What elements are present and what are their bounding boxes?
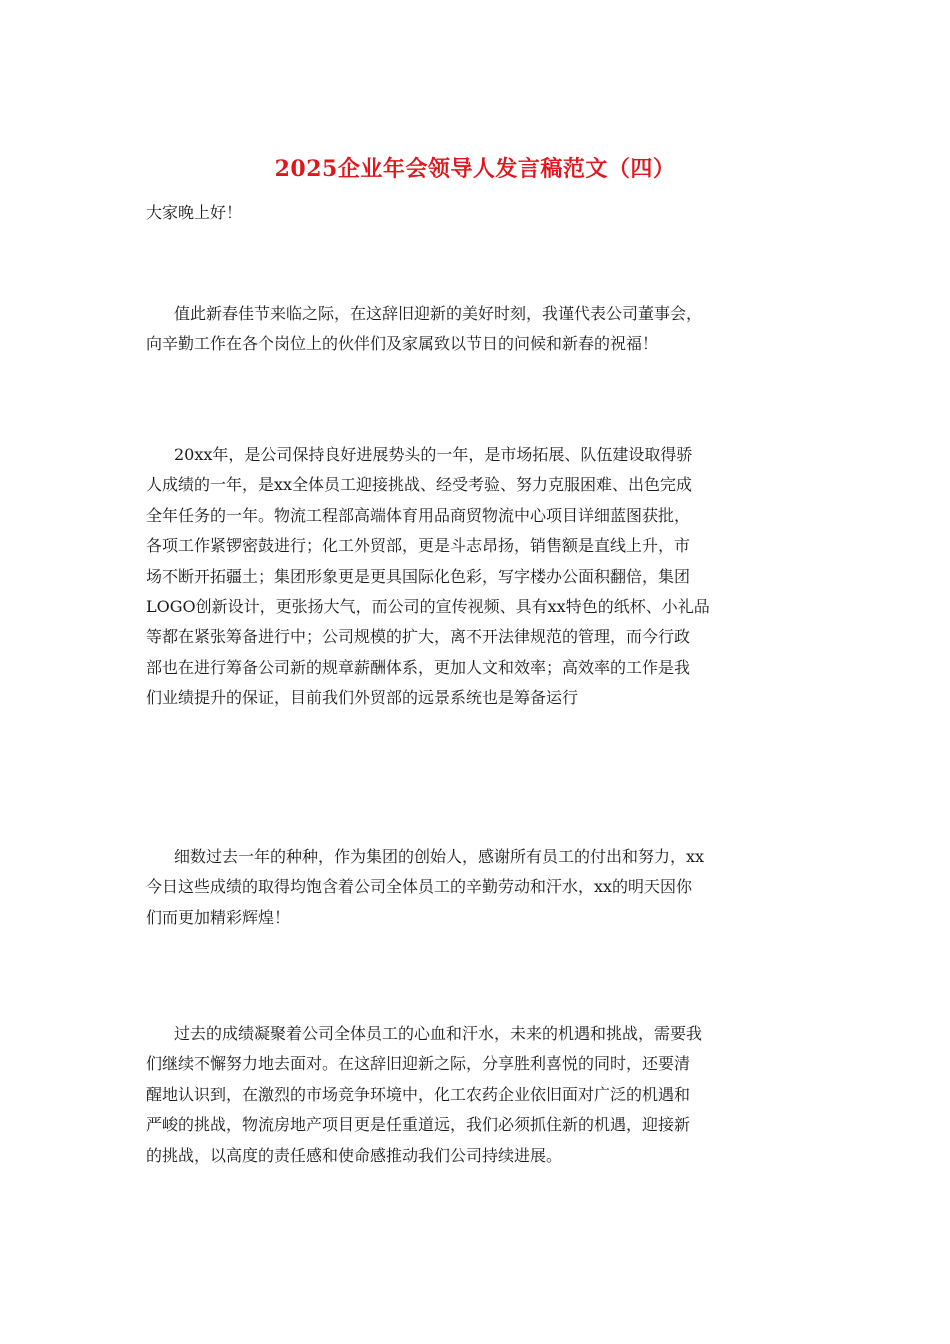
- paragraph-line: 向辛勤工作在各个岗位上的伙伴们及家属致以节日的问候和新春的祝福！: [146, 334, 659, 354]
- paragraph-line: 人成绩的一年，是xx全体员工迎接挑战、经受考验、努力克服困难、出色完成: [146, 475, 693, 495]
- paragraph-line: 全年任务的一年。物流工程部高端体育用品商贸物流中心项目详细蓝图获批，: [146, 505, 691, 525]
- paragraph-1: [146, 299, 702, 360]
- paragraph-line: 们而更加精彩辉煌！: [146, 907, 291, 927]
- paragraph-line: 20xx年，是公司保持良好进展势头的一年，是市场拓展、队伍建设取得骄: [174, 445, 693, 464]
- paragraph-line: LOGO创新设计，更张扬大气，而公司的宣传视频、具有xx特色的纸杯、小礼品: [146, 596, 710, 616]
- paragraph-line: 今日这些成绩的取得均饱含着公司全体员工的辛勤劳动和汗水，xx的明天因你: [146, 877, 693, 897]
- paragraph-line: 细数过去一年的种种，作为集团的创始人，感谢所有员工的付出和努力，xx: [174, 847, 705, 866]
- paragraph-4: [146, 1019, 702, 1171]
- paragraph-3: [146, 842, 704, 933]
- paragraph-line: 场不断开拓疆土；集团形象更是更具国际化色彩，写字楼办公面积翻倍，集团: [146, 566, 691, 586]
- paragraph-line: 严峻的挑战，物流房地产项目更是任重道远，我们必须抓住新的机遇，迎接新: [146, 1115, 691, 1135]
- paragraph-line: 等都在紧张筹备进行中；公司规模的扩大，离不开法律规范的管理，而今行政: [146, 627, 691, 647]
- paragraph-line: 们业绩提升的保证，目前我们外贸部的远景系统也是筹备运行: [146, 688, 579, 708]
- paragraph-line: 部也在进行筹备公司新的规章薪酬体系，更加人文和效率；高效率的工作是我: [146, 657, 691, 677]
- document-title: 2025企业年会领导人发言稿范文（四）: [274, 156, 676, 182]
- paragraph-line: 各项工作紧锣密鼓进行；化工外贸部，更是斗志昂扬，销售额是直线上升，市: [146, 536, 691, 556]
- paragraph-line: 们继续不懈努力地去面对。在这辞旧迎新之际，分享胜利喜悦的同时，还要清: [146, 1054, 691, 1074]
- greeting-text: 大家晚上好！: [146, 203, 243, 222]
- paragraph-line: 过去的成绩凝聚着公司全体员工的心血和汗水，未来的机遇和挑战，需要我: [174, 1024, 703, 1043]
- paragraph-2: [146, 440, 710, 714]
- paragraph-line: 醒地认识到，在激烈的市场竞争环境中，化工农药企业依旧面对广泛的机遇和: [146, 1084, 691, 1104]
- paragraph-line: 的挑战，以高度的责任感和使命感推动我们公司持续进展。: [146, 1145, 563, 1165]
- paragraph-line: 值此新春佳节来临之际，在这辞旧迎新的美好时刻，我谨代表公司董事会，: [174, 304, 703, 323]
